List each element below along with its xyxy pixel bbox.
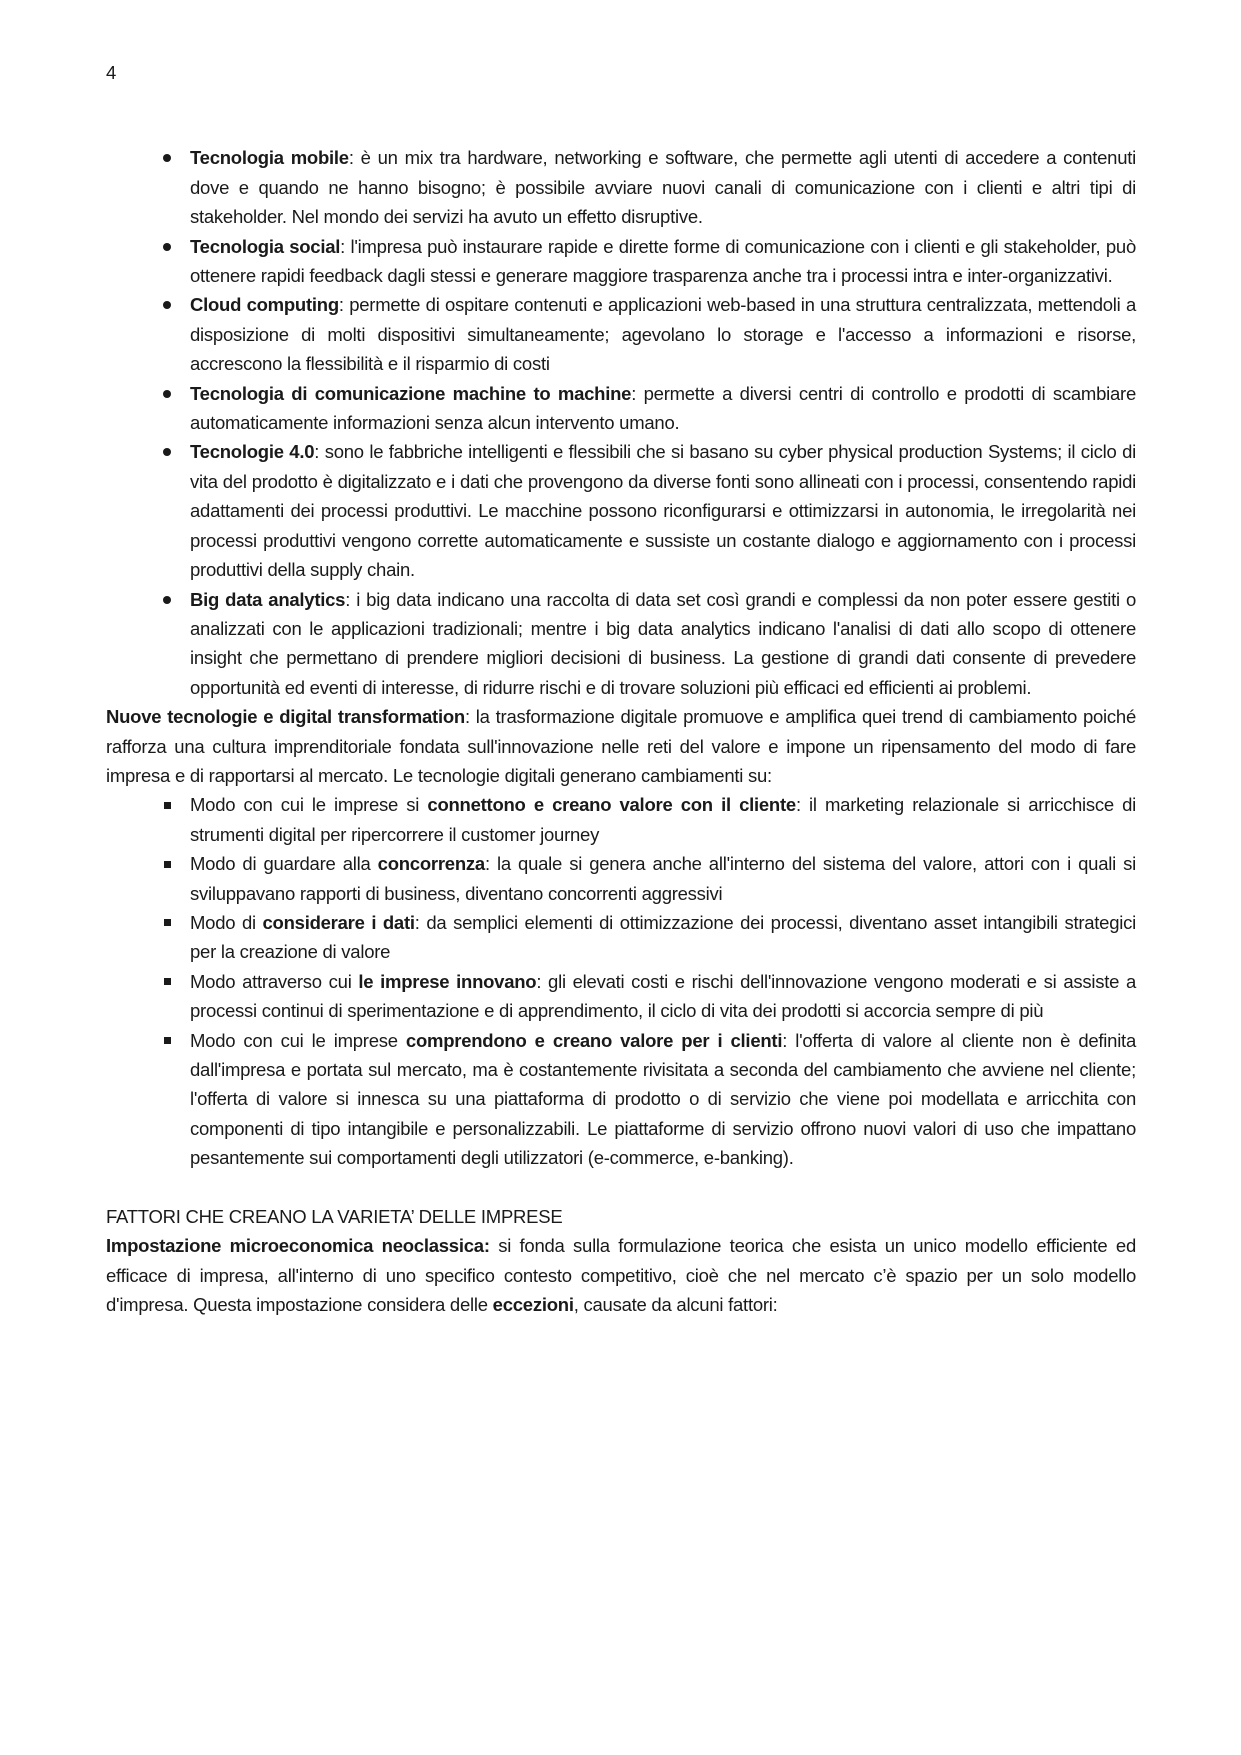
technology-bullet-list [106, 143, 1136, 702]
page-number: 4 [106, 62, 117, 83]
square-list-item [106, 967, 1136, 1026]
bullet-list-item [106, 143, 1136, 231]
bullet-icon [163, 596, 171, 604]
paragraph-impostazione: Impostazione microeconomica neoclassica: si fonda sulla formulazione teorica che esista un unico modello efficiente ed efficace di impresa, all'interno di uno specifico contesto competitivo, cioè che nel mercato c’è spazio per un solo modello d'impresa. Questa impostazione considera delle eccezioni, causate da alcuni fattori: [106, 1235, 1137, 1316]
bullet-list-item [106, 585, 1136, 703]
bullet-list-item [106, 379, 1136, 438]
square-bullet-icon [164, 802, 171, 809]
bullet-list-item [106, 437, 1136, 584]
square-list-item [106, 908, 1136, 967]
digital-change-list [106, 790, 1136, 1172]
bullet-item-text: Tecnologia mobile: è un mix tra hardware, networking e software, che permette agli utenti di accedere a contenuti dove e quando ne hanno bisogno; è possibile avviare nuovi canali di comunicazione con i clienti e altri tipi di stakeholder. Nel mondo dei servizi ha avuto un effetto disruptive. [190, 147, 1136, 228]
square-item-text: Modo di guardare alla concorrenza: la quale si genera anche all'interno del sistema del valore, attori con i quali si sviluppavano rapporti di business, diventano concorrenti aggressivi [190, 853, 1136, 904]
bullet-icon [163, 390, 171, 398]
square-item-text: Modo con cui le imprese comprendono e creano valore per i clienti: l'offerta di valore al cliente non è definita dall'impresa e portata sul mercato, ma è costantemente rivisitata a seconda del cambiamento che avviene nel cliente; l'offerta di valore si innesca su una piattaforma di prodotto o di servizio che viene poi modellata e arricchita con componenti di tipo intangibile e personalizzabili. Le piattaforme di servizio offrono nuovi valori di uso che impattano pesantemente sui comportamenti degli utilizzatori (e-commerce, e-banking). [190, 1029, 1136, 1169]
square-item-text: Modo attraverso cui le imprese innovano: gli elevati costi e rischi dell'innovazione vengono moderati e si assiste a processi continui di sperimentazione e di apprendimento, il ciclo di vita dei prodotti si accorcia sempre di più [190, 970, 1136, 1022]
bullet-item-text: Cloud computing: permette di ospitare contenuti e applicazioni web-based in una struttura centralizzata, mettendoli a disposizione di molti dispositivi simultaneamente; agevolano lo storage e l'accesso a informazioni e risorse, accrescono la flessibilità e il risparmio di costi [190, 294, 1136, 375]
square-item-text: Modo di considerare i dati: da semplici elementi di ottimizzazione dei processi, diventano asset intangibili strategici per la creazione di valore [190, 911, 1136, 963]
square-bullet-icon [164, 978, 171, 985]
bullet-item-text: Tecnologia di comunicazione machine to machine: permette a diversi centri di controllo e prodotti di scambiare automaticamente informazioni senza alcun intervento umano. [190, 382, 1136, 434]
square-list-item [106, 849, 1136, 908]
bullet-icon [163, 154, 171, 162]
bullet-icon [163, 301, 171, 309]
square-bullet-icon [164, 1037, 171, 1044]
bullet-icon [163, 448, 171, 456]
bullet-list-item [106, 232, 1136, 291]
bullet-item-text: Tecnologie 4.0: sono le fabbriche intelligenti e flessibili che si basano su cyber physical production Systems; il ciclo di vita del prodotto è digitalizzato e i dati che provengono da diverse fonti sono allineati con i processi, consentendo rapidi adattamenti dei processi produttivi. Le macchine possono riconfigurarsi e ottimizzarsi in autonomia, le irregolarità nei processi produttivi vengono corrette automaticamente e sussiste un costante dialogo e aggiornamento con i processi produttivi della supply chain. [190, 441, 1136, 581]
bullet-item-text: Big data analytics: i big data indicano una raccolta di data set così grandi e complessi da non poter essere gestiti o analizzati con le applicazioni tradizionali; mentre i big data analytics indicano l'analisi di dati allo scopo di ottenere insight che permettano di prendere migliori decisioni di business. La gestione di grandi dati consente di prevedere opportunità ed eventi di interesse, di ridurre rischi e di trovare soluzioni più efficaci ed efficienti ai problemi. [190, 588, 1136, 698]
square-bullet-icon [164, 919, 171, 926]
bullet-icon [163, 243, 171, 251]
paragraph-nuove-tecnologie: Nuove tecnologie e digital transformation: la trasformazione digitale promuove e amplifica quei trend di cambiamento poiché rafforza una cultura imprenditoriale fondata sull'innovazione nelle reti del valore e impone un ripensamento del modo di fare impresa e di rapportarsi al mercato. Le tecnologie digitali generano cambiamenti su: [106, 706, 1136, 786]
bullet-list-item [106, 290, 1136, 378]
bullet-item-text: Tecnologia social: l'impresa può instaurare rapide e dirette forme di comunicazione con i clienti e gli stakeholder, può ottenere rapidi feedback dagli stessi e generare maggiore trasparenza anche tra i processi intra e inter-organizzativi. [190, 235, 1136, 287]
square-item-text: Modo con cui le imprese si connettono e creano valore con il cliente: il marketing relazionale si arricchisce di strumenti digital per ripercorrere il customer journey [190, 794, 1136, 845]
square-bullet-icon [164, 861, 171, 868]
square-list-item [106, 790, 1136, 849]
section-heading-fattori: FATTORI CHE CREANO LA VARIETA’ DELLE IMPRESE [106, 1206, 563, 1228]
square-list-item [106, 1026, 1136, 1173]
